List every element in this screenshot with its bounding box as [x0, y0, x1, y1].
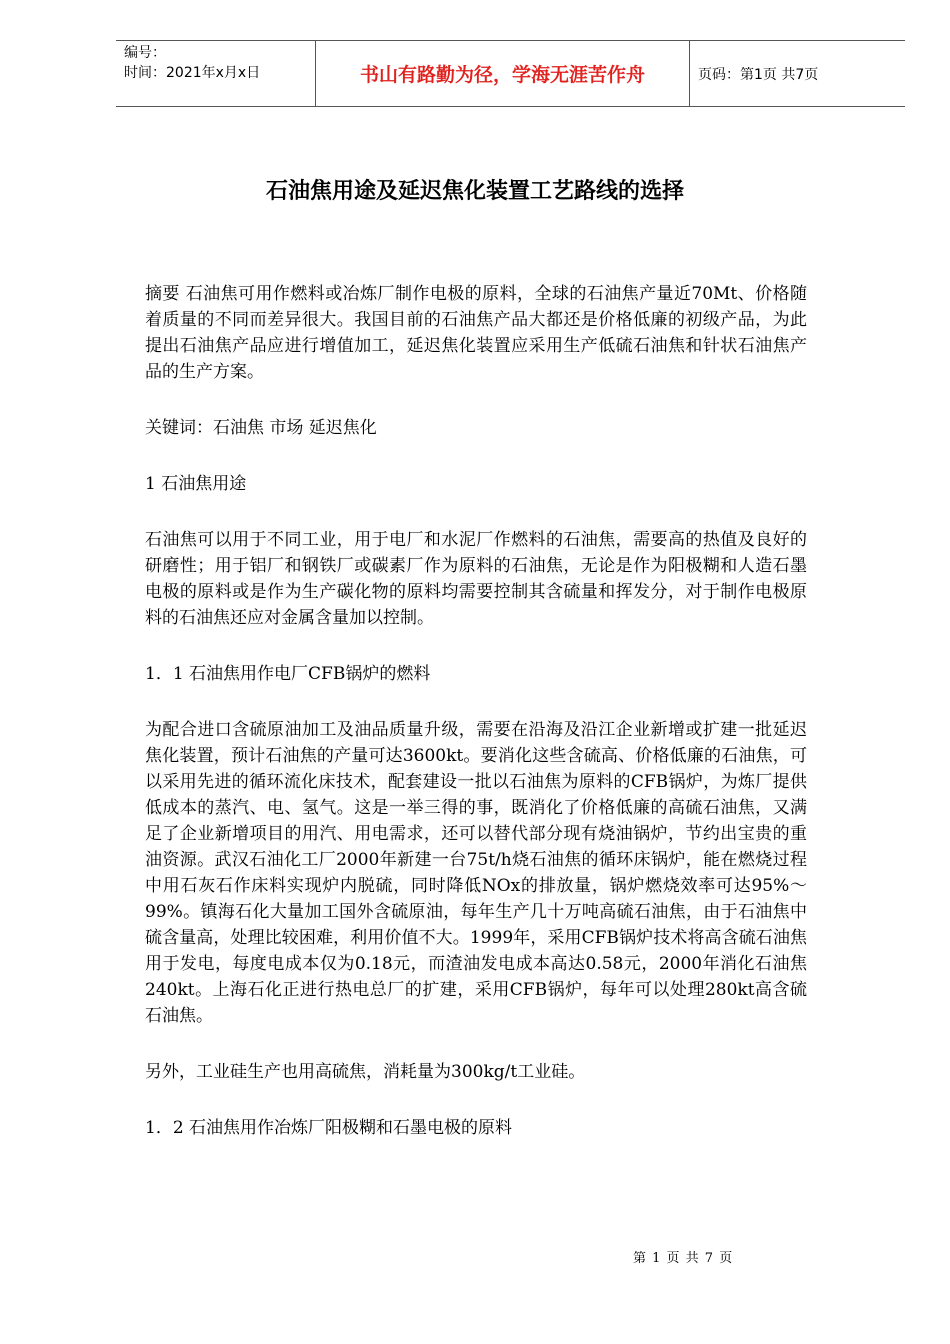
subsection-heading: 1．2 石油焦用作冶炼厂阳极糊和石墨电极的原料 — [145, 1118, 513, 1138]
page-footer: 第 1 页 共 7 页 — [633, 1251, 734, 1266]
document-header — [116, 40, 905, 107]
time-label: 时间：2021年x月x日 — [124, 65, 261, 81]
section-heading: 1 石油焦用途 — [145, 474, 247, 494]
body-paragraph: 另外，工业硅生产也用高硫焦，消耗量为300kg/t工业硅。 — [145, 1062, 586, 1082]
document-title: 石油焦用途及延迟焦化装置工艺路线的选择 — [265, 179, 684, 204]
document-body — [145, 281, 807, 1171]
subsection-heading: 1．1 石油焦用作电厂CFB锅炉的燃料 — [145, 664, 431, 684]
header-page-info: 页码：第1页 共7页 — [698, 66, 819, 83]
abstract-paragraph: 摘要 石油焦可用作燃料或冶炼厂制作电极的原料，全球的石油焦产量近70Mt、价格随着质量的不同而差异很大。我国目前的石油焦产品大都还是价格低廉的初级产品，为此提出石油焦产品应进行增值加工，延迟焦化装置应采用生产低硫石油焦和针状石油焦产品的生产方案。 — [145, 284, 807, 382]
header-meta — [116, 41, 316, 106]
number-label: 编号： — [124, 45, 166, 61]
body-paragraph: 为配合进口含硫原油加工及油品质量升级，需要在沿海及沿江企业新增或扩建一批延迟焦化装置，预计石油焦的产量可达3600kt。要消化这些含硫高、价格低廉的石油焦，可以采用先进的循环流化床技术，配套建设一批以石油焦为原料的CFB锅炉，为炼厂提供低成本的蒸汽、电、氢气。这是一举三得的事，既消化了价格低廉的高硫石油焦，又满足了企业新增项目的用汽、用电需求，还可以替代部分现有烧油锅炉，节约出宝贵的重油资源。武汉石油化工厂2000年新建一台75t/h烧石油焦的循环床锅炉，能在燃烧过程中用石灰石作床料实现炉内脱硫，同时降低NOx的排放量，锅炉燃烧效率可达95%～99%。镇海石化大量加工国外含硫原油，每年生产几十万吨高硫石油焦，由于石油焦中硫含量高，处理比较困难，利用价值不大。1999年，采用CFB锅炉技术将高含硫石油焦用于发电，每度电成本仅为0.18元，而渣油发电成本高达0.58元，2000年消化石油焦240kt。上海石化正进行热电总厂的扩建，采用CFB锅炉，每年可以处理280kt高含硫石油焦。 — [145, 720, 807, 1026]
keywords-line: 关键词：石油焦 市场 延迟焦化 — [145, 418, 377, 438]
header-motto: 书山有路勤为径，学海无涯苦作舟 — [316, 41, 690, 106]
body-paragraph: 石油焦可以用于不同工业，用于电厂和水泥厂作燃料的石油焦，需要高的热值及良好的研磨性；用于铝厂和钢铁厂或碳素厂作为原料的石油焦，无论是作为阳极糊和人造石墨电极的原料或是作为生产碳化物的原料均需要控制其含硫量和挥发分，对于制作电极原料的石油焦还应对金属含量加以控制。 — [145, 530, 807, 628]
